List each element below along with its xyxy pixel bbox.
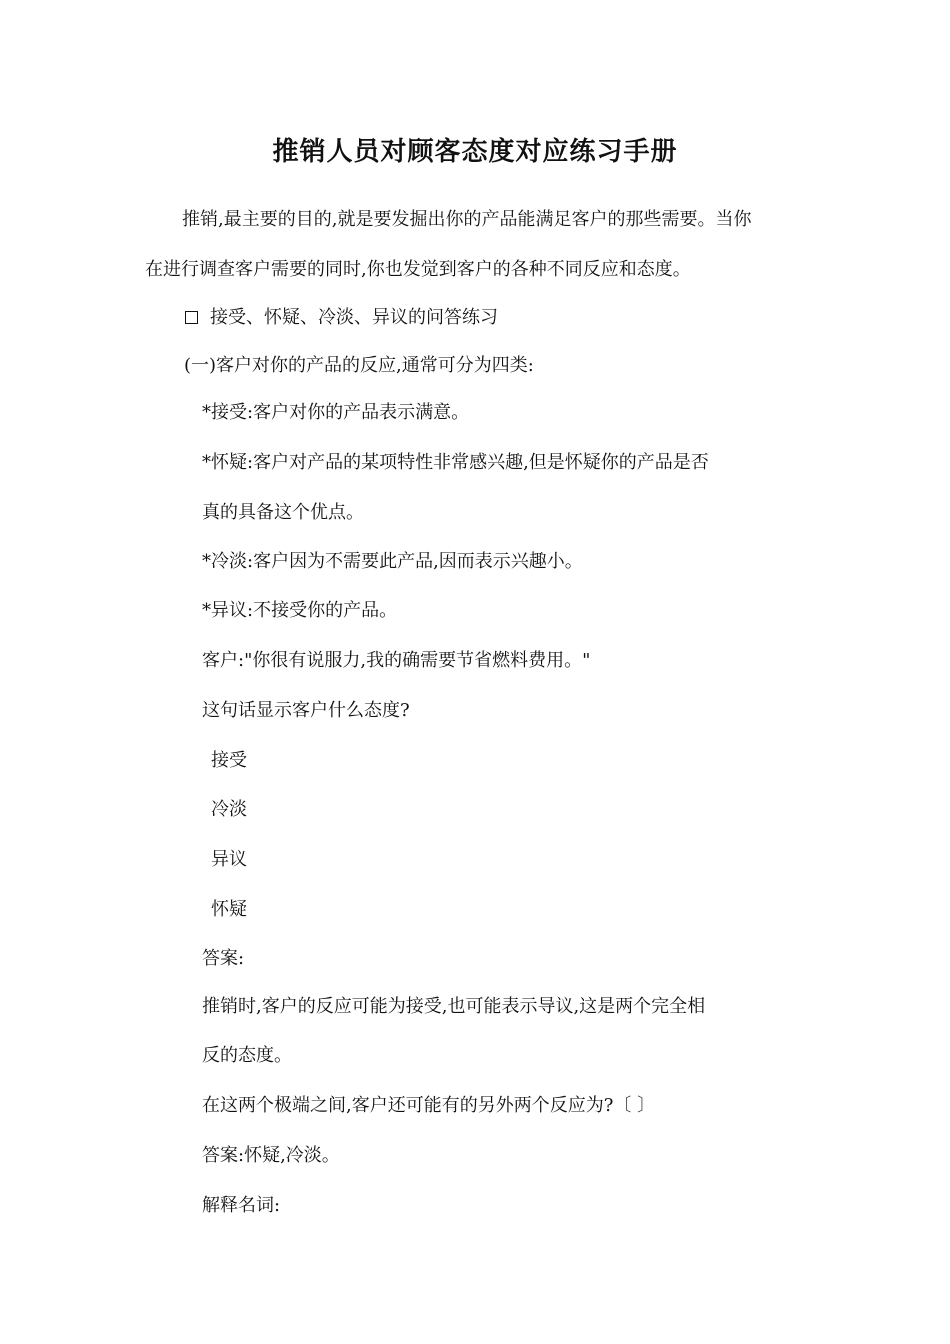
glossary-label: 解释名词: [202,1195,281,1216]
question1-quote: 客户:"你很有说服力,我的确需要节省燃料费用。" [202,650,591,671]
option-item: 接受 [211,750,247,771]
reaction-doubt-line-1: *怀疑:客户对产品的某项特性非常感兴趣,但是怀疑你的产品是否 [202,452,709,473]
question1-answer-label: 答案: [202,948,245,969]
question2-answer: 答案:怀疑,冷淡。 [202,1145,340,1166]
option-item: 怀疑 [211,899,247,920]
reaction-accept: *接受:客户对你的产品表示满意。 [202,402,470,423]
document-title: 推销人员对顾客态度对应练习手册 [272,137,678,167]
question1-prompt: 这句话显示客户什么态度? [202,700,410,721]
question2-text-line-2: 反的态度。 [202,1045,292,1066]
question2-text-line-1: 推销时,客户的反应可能为接受,也可能表示导议,这是两个完全相 [202,996,706,1017]
checkbox-icon [185,311,198,324]
reaction-doubt-line-2: 真的具备这个优点。 [202,502,364,523]
reaction-objection: *异议:不接受你的产品。 [202,600,398,621]
option-item: 冷淡 [211,799,247,820]
reaction-indifferent: *冷淡:客户因为不需要此产品,因而表示兴趣小。 [202,551,583,572]
section-heading-text: 接受、怀疑、冷淡、异议的问答练习 [210,307,498,328]
subsection-heading: (一)客户对你的产品的反应,通常可分为四类: [184,355,534,376]
section-heading [185,305,498,331]
intro-line-1: 推销,最主要的目的,就是要发掘出你的产品能满足客户的那些需要。当你 [182,209,752,230]
question2-prompt: 在这两个极端之间,客户还可能有的另外两个反应为?〔 〕 [202,1095,656,1116]
option-item: 异议 [211,849,247,870]
intro-line-2: 在进行调查客户需要的同时,你也发觉到客户的各种不同反应和态度。 [145,259,691,280]
